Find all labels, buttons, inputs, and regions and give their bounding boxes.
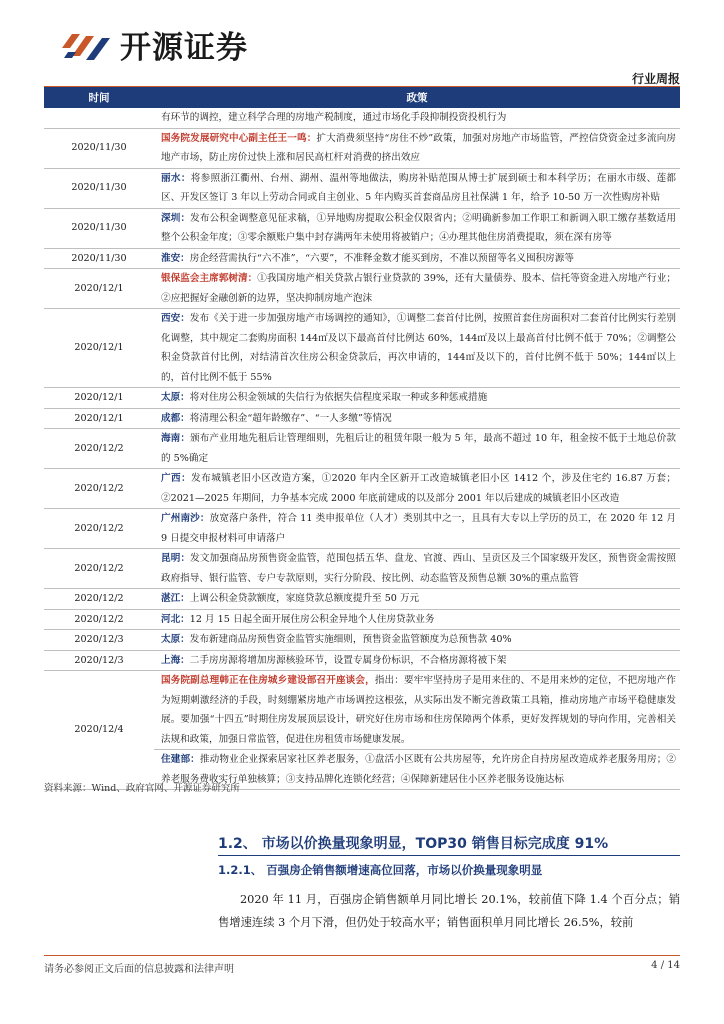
section-heading-underline — [218, 855, 680, 856]
table-source-note: 资料来源：Wind、政府官网、开源证券研究所 — [44, 783, 240, 794]
table-row — [44, 309, 680, 388]
policy-text: 有环节的调控，建立科学合理的房地产税制度，通过市场化手段抑制投资投机行为 — [161, 112, 507, 123]
table-row — [44, 269, 680, 309]
row-policy — [154, 549, 680, 589]
row-policy — [154, 208, 680, 248]
table-row — [44, 650, 680, 671]
row-date: 2020/12/3 — [44, 630, 154, 651]
policy-entity: 太原： — [161, 392, 190, 403]
row-date: 2020/12/1 — [44, 309, 154, 388]
table-row — [44, 509, 680, 549]
policy-text: 推动物业企业探索居家社区养老服务，①盘活小区既有公共房屋等，允许房企自持房屋改造成养老服务用房；②养老服务费收实行单独核算；③支持品牌化连锁化经营；④保障新建居住小区养老服务设施达标 — [161, 754, 677, 785]
policy-text: 发布新建商品房预售资金监管实施细则，预售资金监管额度为总预售款 40% — [189, 634, 512, 645]
policy-entity: 上海： — [161, 654, 190, 666]
policy-entity: 广西： — [161, 473, 192, 484]
table-row — [44, 589, 680, 610]
row-policy — [154, 609, 680, 630]
policy-entity: 成都： — [161, 412, 190, 424]
body-paragraph: 2020 年 11 月，百强房企销售额单月同比增长 20.1%，较前值下降 1.4 个百分点；销售增速连续 3 个月下滑，但仍处于较高水平；销售面积单月同比增长 26.5%，较前 — [218, 893, 680, 929]
policy-table — [44, 87, 680, 790]
policy-text: 将清理公积金“超年龄缴存”、“一人多缴”等情况 — [189, 412, 392, 424]
table-row — [44, 429, 680, 469]
policy-entity: 太原： — [161, 634, 190, 645]
policy-entity: 湛江： — [161, 593, 190, 604]
row-date: 2020/12/1 — [44, 269, 154, 309]
row-policy — [154, 128, 680, 168]
row-policy — [154, 469, 680, 509]
table-row — [44, 671, 680, 750]
policy-text: ①我国房地产相关贷款占银行业贷款的 39%，还有大量债券、股本、信托等资金进入房地产行业；②应把握好金融创新的边界，坚决抑制房地产泡沫 — [161, 273, 677, 304]
row-date: 2020/12/2 — [44, 549, 154, 589]
policy-text: 颁布产业用地先租后让管理细则，先租后让的租赁年限一般为 5 年，最高不超过 10 年，租金按不低于土地总价款的 5%确定 — [161, 433, 677, 464]
policy-text: 发文加强商品房预售资金监管，范围包括五华、盘龙、官渡、西山、呈贡区及三个国家级开发区，预售资金需按照政府指导、银行监管、专户专款原则，实行分阶段、按比例、动态监管及预售总额 30%的重点监管 — [161, 553, 677, 584]
brand-name: 开源证券 — [120, 30, 248, 66]
report-type: 行业周报 — [631, 72, 680, 86]
section-heading: 1.2、 市场以价换量现象明显，TOP30 销售目标完成度 91% — [218, 836, 609, 852]
row-policy — [154, 168, 680, 208]
row-date: 2020/11/30 — [44, 128, 154, 168]
policy-entity: 河北： — [161, 613, 190, 625]
policy-text: 指出：要牢牢坚持房子是用来住的、不是用来炒的定位，不把房地产作为短期刺激经济的手段，时刻绷紧房地产市场调控这根弦，从实际出发不断完善政策工具箱，推动房地产市场平稳健康发展。要加强“十四五”时期住房发展顶层设计，研究好住房市场和住房保障两个体系，更好发挥规划的导向作用，完善相关法规和政策，加强日常监管，促进住房租赁市场健康发展。 — [161, 675, 677, 745]
table-row — [44, 469, 680, 509]
row-date: 2020/11/30 — [44, 168, 154, 208]
table-row — [44, 168, 680, 208]
row-date: 2020/12/2 — [44, 429, 154, 469]
footer-divider — [44, 955, 680, 956]
policy-entity: 国务院发展研究中心副主任王一鸣： — [161, 132, 317, 144]
policy-entity: 丽水： — [161, 172, 191, 184]
row-date: 2020/12/1 — [44, 388, 154, 409]
column-header-date: 时间 — [44, 87, 154, 108]
row-date: 2020/11/30 — [44, 248, 154, 269]
policy-text: 将参照浙江衢州、台州、湖州、温州等地做法，购房补贴范围从博士扩展到硕士和本科学历；在丽水市级、莲都区、开发区签订 3 年以上劳动合同或自主创业、5 年内购买首套商品房且社保满 1 年，给予 10-50 万一次性购房补贴 — [161, 172, 677, 203]
footer-disclaimer: 请务必参阅正文后面的信息披露和法律声明 — [44, 964, 234, 975]
policy-entity: 深圳： — [161, 212, 191, 224]
row-policy — [154, 671, 680, 750]
row-policy — [154, 589, 680, 610]
row-date: 2020/12/2 — [44, 609, 154, 630]
policy-entity: 海南： — [161, 433, 191, 444]
row-policy — [154, 509, 680, 549]
row-policy — [154, 630, 680, 651]
policy-text: 发布城镇老旧小区改造方案，①2020 年内全区新开工改造城镇老旧小区 1412 个，涉及住宅约 16.87 万套；②2021—2025 年期间，力争基本完成 2000 年底前建成的以及部分 2001 年以后建成的城镇老旧小区改造 — [161, 473, 677, 504]
kaiyuan-logo-icon — [58, 22, 116, 64]
row-date — [44, 108, 154, 128]
table-row — [44, 248, 680, 269]
row-policy — [154, 408, 680, 429]
policy-text: 扩大消费须坚持“房住不炒”政策，加强对房地产市场监管，严控信贷资金过多流向房地产市场，防止房价过快上涨和居民高杠杆对消费的挤出效应 — [161, 132, 676, 163]
table-row — [44, 609, 680, 630]
table-row — [44, 549, 680, 589]
page-header — [0, 0, 724, 90]
row-date: 2020/12/1 — [44, 408, 154, 429]
policy-entity: 淮安： — [161, 252, 190, 264]
row-date: 2020/12/4 — [44, 671, 154, 790]
table-header-row — [44, 87, 680, 108]
row-policy — [154, 269, 680, 309]
policy-text: 发布公积金调整意见征求稿，①异地购房提取公积金仅限省内；②明确新参加工作职工和新调入职工缴存基数适用整个公积金年度；③零余额账户集中封存满两年未使用将被销户；④办理其他住房消费提取，须在深有房等 — [161, 212, 677, 243]
policy-text: 房企经营需执行“六不准”，“六要”，不准释金数才能买到房，不准以预留等名义囤积房源等 — [189, 252, 574, 264]
policy-text: 放宽落户条件，符合 11 类申报单位（人才）类别其中之一，且具有大专以上学历的员工，在 2020 年 12 月 9 日提交申报材料可申请落户 — [161, 513, 677, 544]
table-row — [44, 388, 680, 409]
row-policy — [154, 309, 680, 388]
row-policy — [154, 108, 680, 128]
table-row — [44, 408, 680, 429]
subsection-heading: 1.2.1、 百强房企销售额增速高位回落，市场以价换量现象明显 — [218, 863, 543, 877]
policy-text: 二手房房源将增加房源核验环节，设置专属身份标识，不合格房源将被下架 — [189, 654, 507, 666]
policy-entity: 广州南沙： — [161, 513, 210, 524]
policy-text: 上调公积金贷款额度，家庭贷款总额度提升至 50 万元 — [189, 593, 420, 604]
row-date: 2020/12/2 — [44, 589, 154, 610]
row-date: 2020/12/2 — [44, 509, 154, 549]
page-number: 4 / 14 — [651, 960, 680, 971]
row-date: 2020/12/2 — [44, 469, 154, 509]
row-policy — [154, 248, 680, 269]
policy-text: 发布《关于进一步加强房地产市场调控的通知》，①调整二套首付比例，按照首套住房面积对二套首付比例实行差别化调整，其中规定二套购房面积 144㎡及以下最高首付比例达 60%，144㎡及以上最高首付比例不低于 70%；②调整公积金贷款首付比例，对结清首次住房公积金贷款后，再次申请的，144㎡及以下的，首付比例不低于 50%；144㎡以上的，首付比例不低于 55% — [161, 313, 677, 383]
policy-entity: 西安： — [161, 313, 190, 324]
row-policy — [154, 650, 680, 671]
column-header-policy: 政策 — [154, 87, 680, 108]
row-policy — [154, 429, 680, 469]
row-date: 2020/11/30 — [44, 208, 154, 248]
policy-entity: 国务院副总理韩正在住房城乡建设部召开座谈会， — [161, 675, 375, 686]
table-row — [44, 208, 680, 248]
row-date: 2020/12/3 — [44, 650, 154, 671]
policy-entity: 银保监会主席郭树清： — [161, 273, 258, 284]
table-row — [44, 630, 680, 651]
policy-entity: 昆明： — [161, 553, 191, 564]
policy-entity: 住建部： — [161, 754, 200, 765]
table-row — [44, 128, 680, 168]
policy-text: 12 月 15 日起全面开展住房公积金异地个人住房贷款业务 — [189, 613, 435, 625]
table-row — [44, 108, 680, 128]
policy-text: 将对住房公积金领域的失信行为依据失信程度采取一种或多种惩戒措施 — [189, 392, 488, 403]
row-policy — [154, 388, 680, 409]
